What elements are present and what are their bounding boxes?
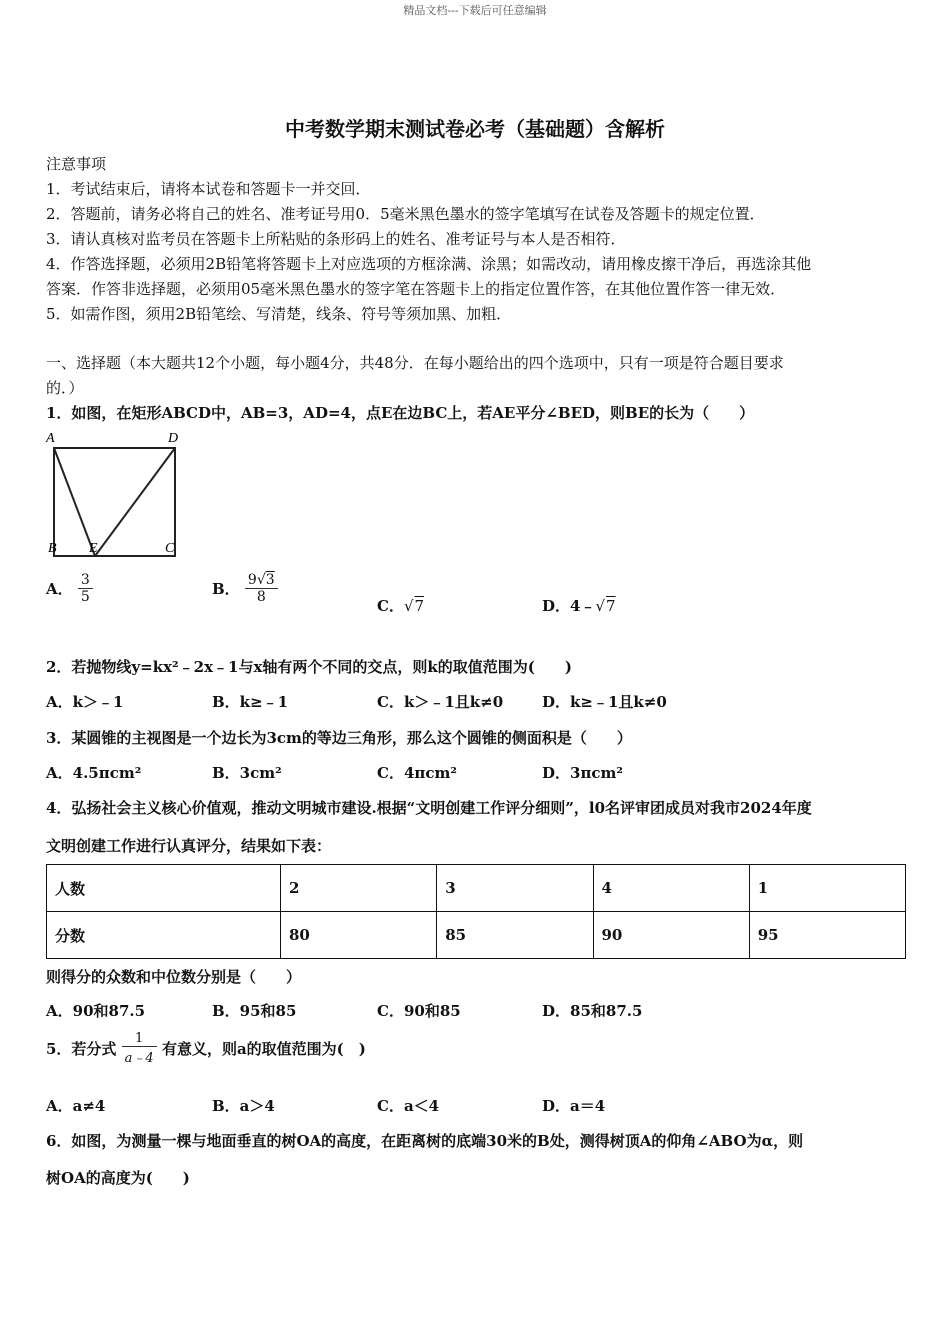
table-cell: 分数	[47, 912, 281, 959]
q3-option-c: C．4πcm²	[377, 764, 457, 782]
note-item: 3．请认真核对监考员在答题卡上所粘贴的条形码上的姓名、准考证号与本人是否相符．	[46, 230, 626, 248]
table-cell: 人数	[47, 865, 281, 912]
label-e: E	[89, 541, 98, 556]
label-d: D	[168, 431, 179, 446]
q1-option-b: B． $\frac{9√3}{8}$	[212, 572, 278, 605]
q1-option-d: D．4﹣√7	[542, 597, 616, 615]
page-title: 中考数学期末测试卷必考（基础题）含解析	[285, 117, 665, 141]
rectangle-figure	[44, 428, 192, 560]
note-item: 5．如需作图，须用2B铅笔绘、写清楚，线条、符号等须加黑、加粗．	[46, 305, 512, 323]
segment-ae	[54, 448, 95, 556]
notes-heading: 注意事项	[46, 155, 107, 173]
segment-ed	[95, 448, 175, 556]
table-cell: 3	[437, 865, 593, 912]
table-cell: 90	[593, 912, 749, 959]
q5-option-b: B．a＞4	[212, 1097, 275, 1115]
question-4-after: 则得分的众数和中位数分别是（ ）	[46, 968, 302, 986]
q1-option-a: A． $\frac{3}{5}$	[46, 572, 93, 605]
question-2-stem: 2．若抛物线y=kx²﹣2x﹣1与x轴有两个不同的交点，则k的取值范围为( )	[46, 658, 572, 676]
q3-option-b: B．3cm²	[212, 764, 282, 782]
table-cell: 95	[749, 912, 905, 959]
q1-option-c: C．√7	[377, 597, 425, 615]
label-b: B	[48, 541, 57, 556]
rectangle-abcd	[54, 448, 175, 556]
question-4-stem: 4．弘扬社会主义核心价值观，推动文明城市建设.根据“文明创建工作评分细则”，l0名评审团成员对我市2024年度	[46, 799, 812, 817]
note-item: 2．答题前，请务必将自己的姓名、准考证号用0．5毫米黑色墨水的签字笔填写在试卷及答题卡的规定位置．	[46, 205, 765, 223]
label-a: A	[46, 431, 55, 446]
label-c: C	[165, 541, 175, 556]
page-header: 精品文档---下载后可任意编辑	[403, 4, 547, 17]
q4-option-c: C．90和85	[377, 1002, 461, 1020]
q3-option-d: D．3πcm²	[542, 764, 623, 782]
q5-option-d: D．a＝4	[542, 1097, 606, 1115]
q2-option-d: D．k≥﹣1且k≠0	[542, 693, 667, 711]
q5-option-a: A．a≠4	[46, 1097, 106, 1115]
table-cell: 85	[437, 912, 593, 959]
q4-option-d: D．85和87.5	[542, 1002, 643, 1020]
q4-option-b: B．95和85	[212, 1002, 297, 1020]
note-item: 4．作答选择题，必须用2B铅笔将答题卡上对应选项的方框涂满、涂黑；如需改动，请用橡皮擦干净后，再选涂其他	[46, 255, 812, 273]
q3-option-a: A．4.5πcm²	[46, 764, 142, 782]
q4-option-a: A．90和87.5	[46, 1002, 146, 1020]
table-cell: 1	[749, 865, 905, 912]
section-heading-cont: 的．）	[46, 379, 84, 397]
question-5-stem: 5．若分式 $\frac{1}{a﹣4}$ 有意义，则a的取值范围为( )	[46, 1031, 366, 1066]
table-cell: 2	[281, 865, 437, 912]
table-row	[47, 865, 906, 912]
note-item: 答案．作答非选择题，必须用05毫米黑色墨水的签字笔在答题卡上的指定位置作答，在其他位置作答一律无效．	[46, 280, 786, 298]
question-1-stem: 1．如图，在矩形ABCD中，AB=3，AD=4，点E在边BC上，若AE平分∠BED，则BE的长为（ ）	[46, 404, 755, 422]
table-cell: 80	[281, 912, 437, 959]
score-table	[46, 864, 906, 959]
table-row	[47, 912, 906, 959]
q5-option-c: C．a＜4	[377, 1097, 440, 1115]
question-6-stem: 6．如图，为测量一棵与地面垂直的树OA的高度，在距离树的底端30米的B处，测得树顶A的仰角∠ABO为α，则	[46, 1132, 804, 1150]
q2-option-a: A．k＞﹣1	[46, 693, 124, 711]
q2-option-b: B．k≥﹣1	[212, 693, 289, 711]
question-4-stem-cont: 文明创建工作进行认真评分，结果如下表：	[46, 837, 332, 855]
question-6-stem-cont: 树OA的高度为( )	[46, 1169, 190, 1187]
note-item: 1．考试结束后，请将本试卷和答题卡一并交回．	[46, 180, 371, 198]
question-3-stem: 3．某圆锥的主视图是一个边长为3cm的等边三角形，那么这个圆锥的侧面积是（ ）	[46, 729, 632, 747]
table-cell: 4	[593, 865, 749, 912]
section-heading: 一、选择题（本大题共12个小题，每小题4分，共48分．在每小题给出的四个选项中，只有一项是符合题目要求	[46, 354, 784, 372]
q2-option-c: C．k＞﹣1且k≠0	[377, 693, 504, 711]
